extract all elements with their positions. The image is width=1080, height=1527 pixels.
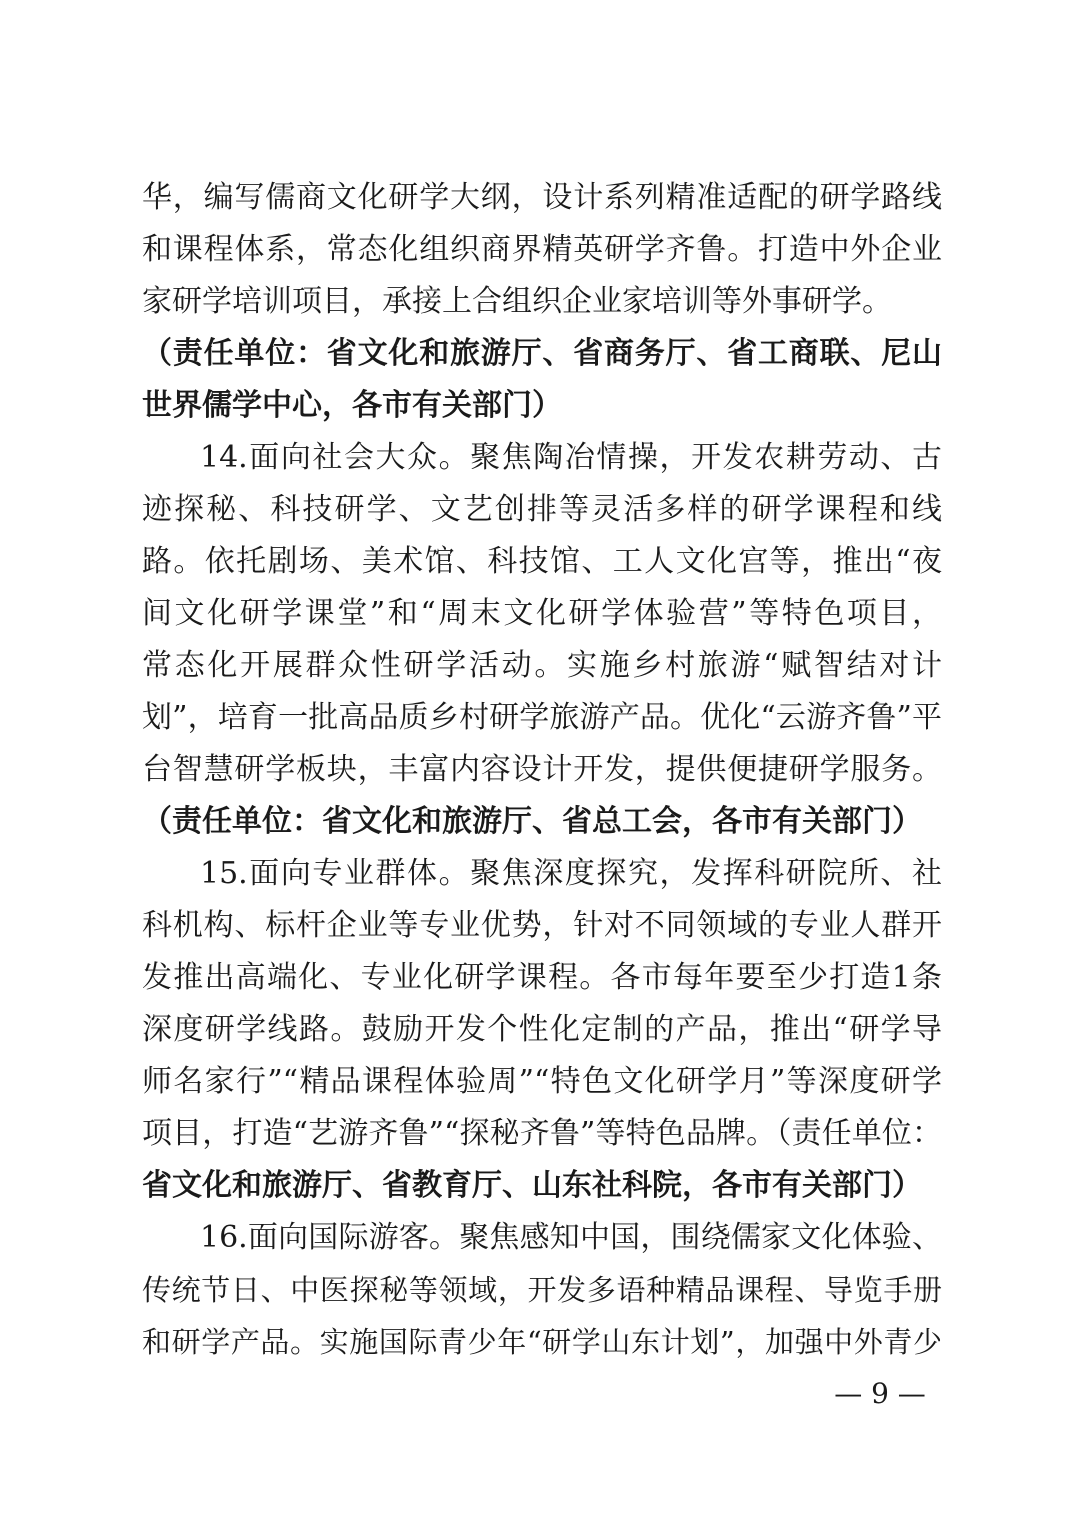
section-15-heading-line: 15.面向专业群体。聚焦深度探究，发挥科研院所、社: [200, 856, 942, 891]
section-14-heading-line: 14.面向社会大众。聚焦陶冶情操，开发农耕劳动、古: [200, 440, 942, 475]
text-line-16: 发推出高端化、专业化研学课程。各市每年要至少打造1条: [142, 960, 942, 995]
text-line-11: 划”，培育一批高品质乡村研学旅游产品。优化“云游齐鲁”平: [142, 700, 942, 735]
text-line-22: 传统节日、中医探秘等领域，开发多语种精品课程、导览手册: [142, 1273, 942, 1307]
text-line-2: 和课程体系，常态化组织商界精英研学齐鲁。打造中外企业: [142, 232, 942, 267]
text-line-17: 深度研学线路。鼓励开发个性化定制的产品，推出“研学导: [142, 1012, 942, 1047]
text-line-7: 迹探秘、科技研学、文艺创排等灵活多样的研学课程和线: [142, 492, 942, 527]
text-line-12: 台智慧研学板块，丰富内容设计开发，提供便捷研学服务。: [142, 752, 942, 787]
responsibility-line-3: （责任单位：省文化和旅游厅、省总工会，各市有关部门）: [142, 804, 922, 839]
text-line-3: 家研学培训项目，承接上合组织企业家培训等外事研学。: [142, 284, 892, 319]
text-line-18: 师名家行”“精品课程体验周”“特色文化研学月”等深度研学: [142, 1064, 942, 1099]
page-number: — 9 —: [834, 1377, 926, 1410]
text-line-15: 科机构、标杆企业等专业优势，针对不同领域的专业人群开: [142, 908, 942, 943]
text-line-19: 项目，打造“艺游齐鲁”“探秘齐鲁”等特色品牌。（责任单位：: [142, 1116, 942, 1151]
responsibility-line-4: 省文化和旅游厅、省教育厅、山东社科院，各市有关部门）: [142, 1168, 922, 1203]
responsibility-line-2: 世界儒学中心，各市有关部门）: [142, 388, 562, 423]
responsibility-line-1: （责任单位：省文化和旅游厅、省商务厅、省工商联、尼山: [142, 336, 942, 371]
text-line-9: 间文化研学课堂”和“周末文化研学体验营”等特色项目，: [142, 596, 942, 631]
text-line-10: 常态化开展群众性研学活动。实施乡村旅游“赋智结对计: [142, 648, 942, 683]
text-line-23: 和研学产品。实施国际青少年“研学山东计划”，加强中外青少: [142, 1325, 942, 1359]
text-line-8: 路。依托剧场、美术馆、科技馆、工人文化宫等，推出“夜: [142, 544, 942, 579]
text-line-1: 华，编写儒商文化研学大纲，设计系列精准适配的研学路线: [142, 180, 942, 215]
section-16-heading-line: 16.面向国际游客。聚焦感知中国，围绕儒家文化体验、: [200, 1220, 942, 1255]
